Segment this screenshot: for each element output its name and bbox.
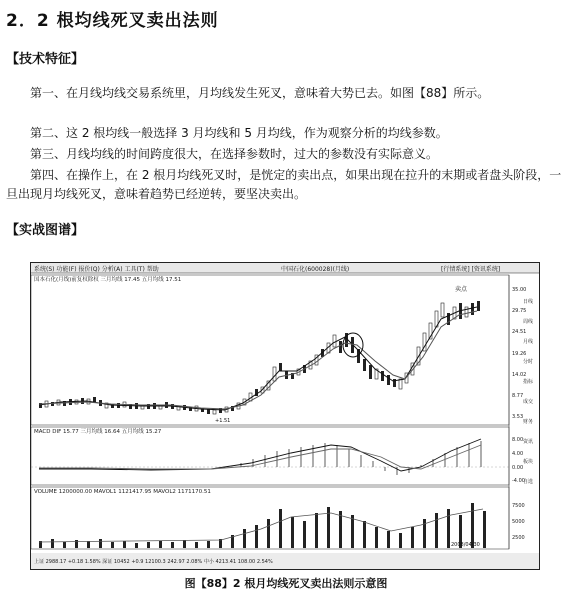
sidebar-item: 板块	[523, 459, 534, 465]
macd-panel-header: MACD DIF 15.77 三月均线 16.64 五月均线 15.27	[34, 429, 162, 435]
macd-histogram	[241, 441, 481, 475]
price-axis-label: 3.53	[512, 414, 524, 420]
volume-axis-label: 5000	[512, 519, 525, 525]
macd-dea-line	[39, 445, 481, 469]
sidebar-item: 资讯	[523, 439, 534, 445]
sidebar-item: 自选	[523, 479, 534, 485]
sidebar-item: 财务	[523, 419, 534, 425]
stock-chart-figure	[30, 262, 540, 570]
macd-axis-label: -4.00	[512, 478, 525, 484]
low-point-annotation: +1.51	[215, 418, 231, 424]
volume-panel-header: VOLUME 1200000.00 MAVOL1 1121417.95 MAVOL2 1171170.51	[34, 489, 211, 495]
macd-axis-label: 0.00	[512, 465, 524, 471]
candle	[471, 303, 474, 315]
chart-window-title: 中国石化(600028)(月线)	[281, 266, 350, 273]
candle	[339, 341, 342, 353]
price-panel-header: 国本石化(月线)前复权除权 三月均线 17.45 五月均线 17.51	[34, 277, 182, 283]
features-paragraph-4: 第四、在操作上，在 2 根月均线死叉时，是恍定的卖出点，如果出现在拉升的末期或者盘头阶段，一旦出现月均线死叉，意味着趋势已经逆转，要坚决卖出。	[6, 168, 562, 201]
section-heading-chart: 【实战图谱】	[6, 223, 85, 238]
candle	[279, 363, 282, 371]
candle	[477, 301, 480, 311]
right-sidebar[interactable]	[523, 298, 534, 485]
sidebar-item: 指标	[523, 379, 534, 385]
candle	[441, 303, 444, 317]
candle	[387, 375, 390, 385]
candle	[381, 371, 384, 381]
candle	[333, 335, 336, 347]
menu-bar-left[interactable]: 系统(S) 功能(F) 报价(Q) 分析(A) 工具(T) 帮助	[34, 266, 159, 273]
volume-axis-label: 7500	[512, 503, 525, 509]
volume-axis-label: 2500	[512, 535, 525, 541]
candlesticks	[39, 301, 480, 414]
price-axis-label: 24.51	[512, 329, 527, 335]
chart-date-label: 2008/04/30	[451, 542, 480, 548]
status-bar: 上证 2988.17 +0.18 1.58% 深证 10452 +0.9 12100.3 242.97 2.08% 中小 4213.41 108.00 2.54%	[34, 559, 273, 565]
candle	[369, 365, 372, 379]
features-paragraph-2: 第二、这 2 根均线一般选择 3 月均线和 5 月均线，作为观察分析的均线参数。	[30, 126, 448, 140]
section-heading-features: 【技术特征】	[6, 52, 85, 67]
candle	[399, 379, 402, 389]
price-axis-label: 29.75	[512, 308, 527, 314]
sidebar-item: 成交	[523, 399, 534, 405]
features-paragraph-1: 第一、在月线均线交易系统里，月均线发生死叉，意味着大势已去。如图【88】所示。	[30, 86, 490, 100]
stock-chart-svg	[31, 263, 539, 569]
candle	[465, 307, 468, 317]
features-paragraph-3: 第三、月线均线的时间跨度很大，在选择参数时，过大的参数没有实际意义。	[30, 147, 439, 161]
candle	[273, 367, 276, 381]
macd-axis-label: 4.00	[512, 451, 524, 457]
menu-bar-right[interactable]: [行情系统] [资讯系统]	[441, 266, 501, 273]
figure-caption: 图【88】2 根月均线死叉卖出法则示意图	[184, 577, 388, 590]
sell-point-annotation: 卖点	[455, 286, 468, 293]
price-axis-label: 8.77	[512, 393, 524, 399]
volume-ma-line	[39, 509, 483, 542]
candle	[213, 410, 216, 414]
volume-axis	[512, 503, 525, 541]
macd-dif-line	[39, 439, 481, 471]
macd-axis-label: 8.00	[512, 437, 524, 443]
sidebar-item: 周线	[523, 319, 534, 325]
sidebar-item: 月线	[523, 339, 534, 345]
price-axis-label: 19.26	[512, 351, 527, 357]
price-axis-label: 14.02	[512, 372, 527, 378]
sidebar-item: 日线	[523, 299, 534, 305]
candle	[363, 359, 366, 371]
page-title: 2．2 根均线死叉卖出法则	[6, 11, 219, 31]
sidebar-item: 分时	[523, 359, 534, 365]
price-axis-label: 35.00	[512, 287, 527, 293]
